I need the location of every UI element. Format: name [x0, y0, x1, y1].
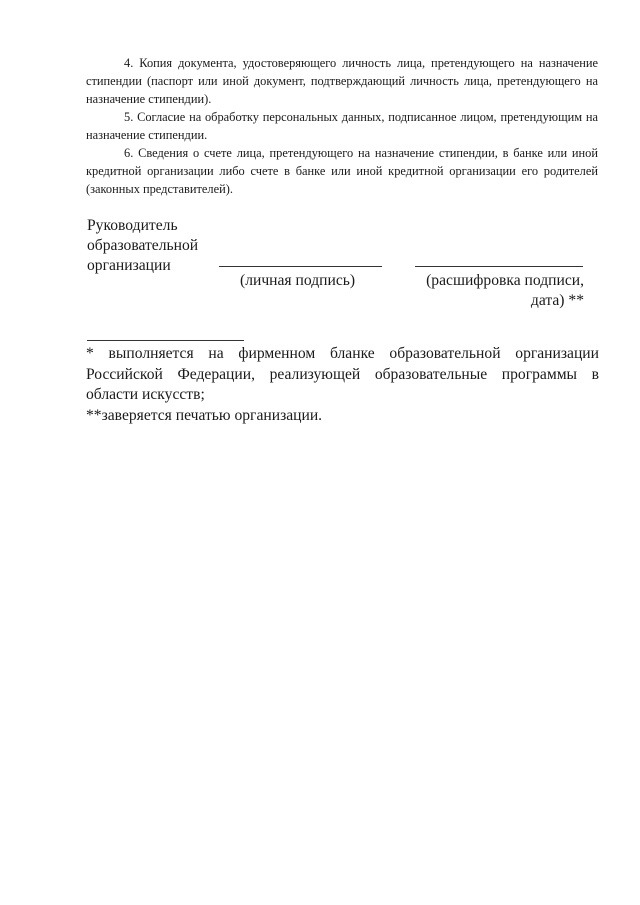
attachments-list [86, 54, 598, 198]
list-item: 6. Сведения о счете лица, претендующего на назначение стипендии, в банке или иной кредитной организации либо счете в банке или иной кредитной организации его родителей (законных представителей). [86, 146, 598, 196]
personal-signature-line [219, 266, 382, 267]
personal-signature-caption: (личная подпись) [240, 272, 356, 289]
signature-decryption-line [415, 266, 583, 267]
signature-decryption-caption: (расшифровка подписи, дата) ** [426, 272, 584, 309]
list-item: 5. Согласие на обработку персональных данных, подписанное лицом, претендующим на назначение стипендии. [86, 110, 598, 142]
footnotes [86, 344, 599, 426]
signer-title-line: образовательной [87, 237, 199, 254]
signer-title-line: Руководитель [87, 217, 178, 234]
list-item: 4. Копия документа, удостоверяющего личность лица, претендующего на назначение стипендии (паспорт или иной документ, подтверждающий личность лица, претендующего на назначение стипендии). [86, 56, 598, 106]
footnote: **заверяется печатью организации. [86, 406, 323, 424]
signer-title-line: организации [87, 257, 171, 274]
footnote-divider [87, 340, 244, 341]
footnote: * выполняется на фирменном бланке образовательной организации Российской Федерации, реализующей образовательные программы в области искусств; [86, 345, 599, 403]
signer-title [87, 216, 217, 276]
